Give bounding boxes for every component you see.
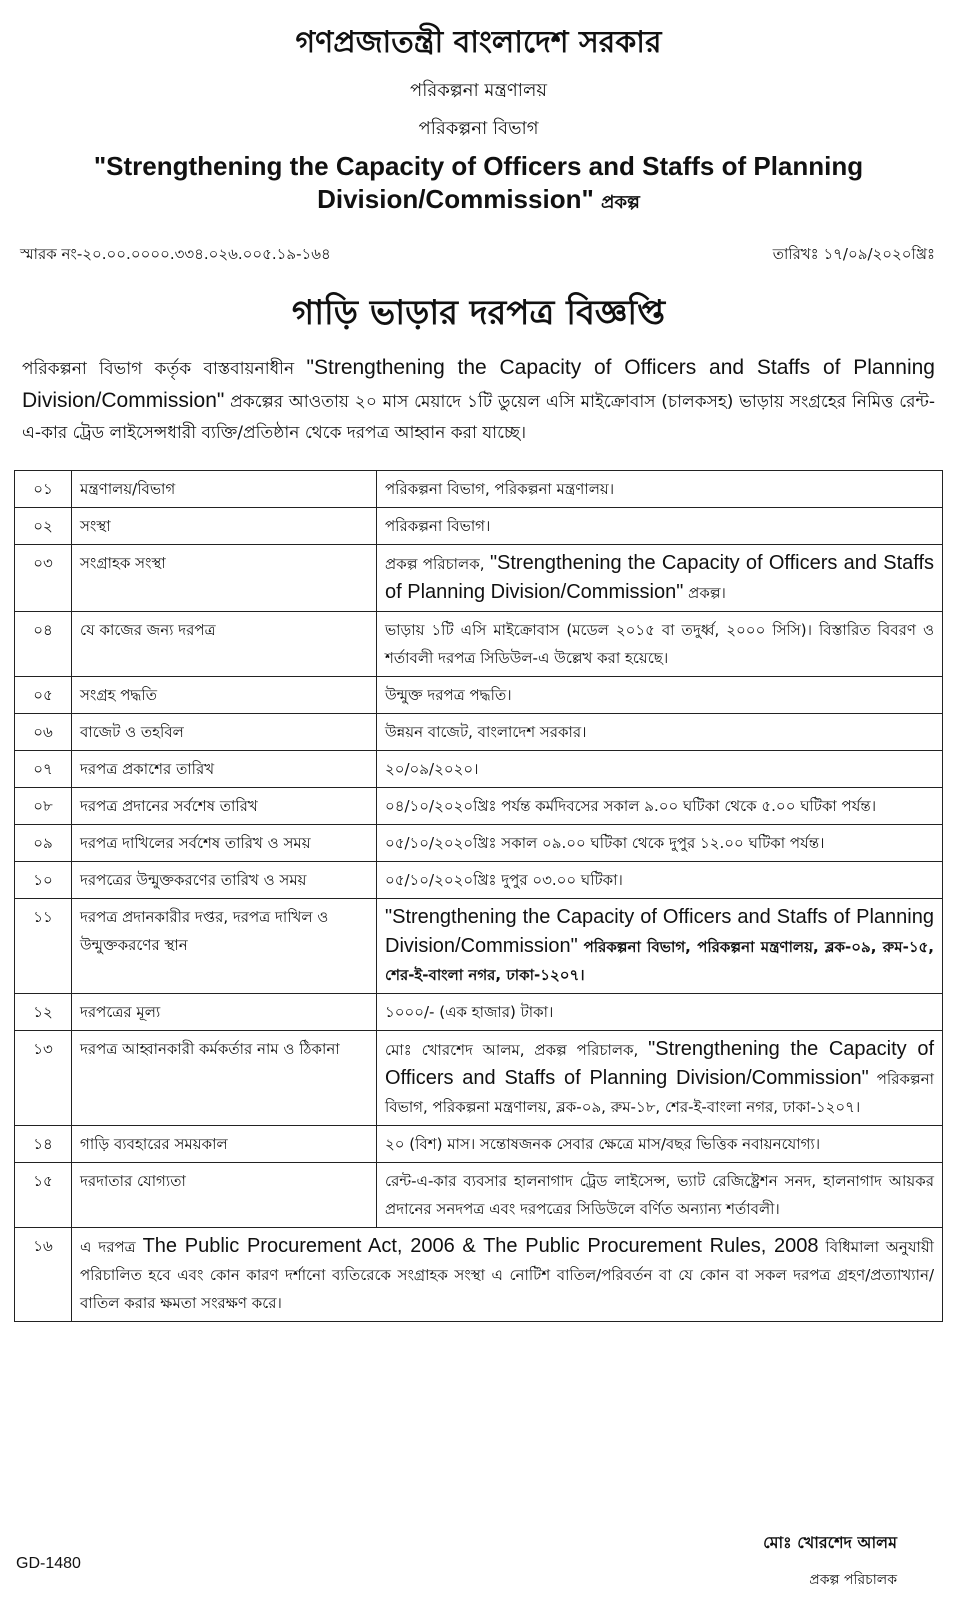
row-number: ০৬ (15, 714, 72, 751)
row-value: পরিকল্পনা বিভাগ। (377, 508, 943, 545)
row-number: ১০ (15, 862, 72, 899)
project-title (20, 150, 937, 219)
row-label: মন্ত্রণালয়/বিভাগ (72, 471, 377, 508)
row-value-post: প্রকল্প। (688, 584, 726, 602)
row-value-en: "Strengthening the Capacity of Officers and Staffs of Planning Division/Commission" (385, 906, 934, 957)
table-row (15, 1126, 943, 1163)
row-number: ০৫ (15, 677, 72, 714)
row-value: ০৫/১০/২০২০খ্রিঃ সকাল ০৯.০০ ঘটিকা থেকে দুপুর ১২.০০ ঘটিকা পর্যন্ত। (377, 825, 943, 862)
row-label: দরপত্র প্রকাশের তারিখ (72, 751, 377, 788)
tender-table (14, 470, 943, 1322)
row-value: ২০/০৯/২০২০। (377, 751, 943, 788)
row-label: দরপত্রের উন্মুক্তকরণের তারিখ ও সময় (72, 862, 377, 899)
project-title-en: "Strengthening the Capacity of Officers and Staffs of Planning Division/Commission" (93, 151, 864, 214)
row-label: যে কাজের জন্য দরপত্র (72, 612, 377, 677)
row-value: পরিকল্পনা বিভাগ, পরিকল্পনা মন্ত্রণালয়। (377, 471, 943, 508)
table-row (15, 508, 943, 545)
intro-part-1: পরিকল্পনা বিভাগ কর্তৃক বাস্তবায়নাধীন (22, 359, 295, 379)
row-label: দরপত্র প্রদানের সর্বশেষ তারিখ (72, 788, 377, 825)
row-number: ১৬ (15, 1228, 72, 1322)
row-number: ০৩ (15, 545, 72, 612)
row-number: ১৩ (15, 1031, 72, 1126)
division-name: পরিকল্পনা বিভাগ (418, 118, 539, 139)
row-number: ০৯ (15, 825, 72, 862)
table-row (15, 751, 943, 788)
row-value-post: পরিকল্পনা বিভাগ, পরিকল্পনা মন্ত্রণালয়, ব্লক-০৯, রুম-১৮, শের-ই-বাংলা নগর, ঢাকা-১২০৭। (385, 1070, 934, 1116)
row-full-post: বিধিমালা অনুযায়ী পরিচালিত হবে এবং কোন কারণ দর্শানো ব্যতিরেকে সংগ্রাহক সংস্থা এ নোটিশ বাতিল/পরিবর্তন বা যে কোন বা সকল দরপত্র গ্রহণ/প্রত্যাখ্যান/বাতিল করার ক্ষমতা সংরক্ষণ করে। (80, 1238, 934, 1312)
row-full-text (72, 1228, 943, 1322)
table-row (15, 825, 943, 862)
row-label: দরপত্রের মূল্য (72, 994, 377, 1031)
intro-part-3: প্রকল্পের আওতায় ২০ মাস মেয়াদে ১টি ডুয়েল এসি মাইক্রোবাস (চালকসহ) ভাড়ায় সংগ্রহের নিমিত্ত রেন্ট-এ-কার ট্রেড লাইসেন্সধারী ব্যক্তি/প্রতিষ্ঠান থেকে দরপত্র আহ্বান করা যাচ্ছে। (22, 392, 935, 443)
row-number: ০৮ (15, 788, 72, 825)
row-value: ১০০০/- (এক হাজার) টাকা। (377, 994, 943, 1031)
notice-title: গাড়ি ভাড়ার দরপত্র বিজ্ঞপ্তি (291, 293, 666, 333)
table-row (15, 612, 943, 677)
signatory-title: প্রকল্প পরিচালক (809, 1572, 897, 1588)
row-label: দরদাতার যোগ্যতা (72, 1163, 377, 1228)
table-row (15, 899, 943, 994)
project-title-suffix: প্রকল্প (601, 192, 640, 213)
government-title: গণপ্রজাতন্ত্রী বাংলাদেশ সরকার (295, 25, 662, 60)
row-label: গাড়ি ব্যবহারের সময়কাল (72, 1126, 377, 1163)
row-value (377, 1031, 943, 1126)
row-value: উন্নয়ন বাজেট, বাংলাদেশ সরকার। (377, 714, 943, 751)
reference-code: GD-1480 (16, 1555, 81, 1572)
row-full-en: The Public Procurement Act, 2006 & The Public Procurement Rules, 2008 (142, 1235, 819, 1257)
memo-number: স্মারক নং-২০.০০.০০০০.৩৩৪.০২৬.০০৫.১৯-১৬৪ (20, 245, 331, 263)
notice-date: তারিখঃ ১৭/০৯/২০২০খ্রিঃ (772, 245, 935, 263)
row-value: উন্মুক্ত দরপত্র পদ্ধতি। (377, 677, 943, 714)
row-number: ১৪ (15, 1126, 72, 1163)
row-number: ১২ (15, 994, 72, 1031)
row-full-pre: এ দরপত্র (80, 1238, 136, 1256)
intro-project-en: "Strengthening the Capacity of Officers and Staffs of Planning Division/Commission" (22, 356, 935, 412)
row-number: ০৪ (15, 612, 72, 677)
row-label: দরপত্র দাখিলের সর্বশেষ তারিখ ও সময় (72, 825, 377, 862)
table-row (15, 1163, 943, 1228)
table-row (15, 788, 943, 825)
row-label: বাজেট ও তহবিল (72, 714, 377, 751)
row-label: দরপত্র আহ্বানকারী কর্মকর্তার নাম ও ঠিকানা (72, 1031, 377, 1126)
signatory-name: মোঃ খোরশেদ আলম (763, 1533, 897, 1552)
row-number: ১১ (15, 899, 72, 994)
row-label: দরপত্র প্রদানকারীর দপ্তর, দরপত্র দাখিল ও উন্মুক্তকরণের স্থান (72, 899, 377, 994)
ministry-name: পরিকল্পনা মন্ত্রণালয় (409, 80, 547, 101)
row-number: ১৫ (15, 1163, 72, 1228)
row-value: রেন্ট-এ-কার ব্যবসার হালনাগাদ ট্রেড লাইসেন্স, ভ্যাট রেজিষ্ট্রেশন সনদ, হালনাগাদ আয়কর প্রদানের সনদপত্র এবং দরপত্রের সিডিউলে বর্ণিত অন্যান্য শর্তাবলী। (377, 1163, 943, 1228)
table-row (15, 1031, 943, 1126)
row-value-pre: মোঃ খোরশেদ আলম, প্রকল্প পরিচালক, (385, 1041, 639, 1059)
row-label: সংস্থা (72, 508, 377, 545)
row-number: ০২ (15, 508, 72, 545)
table-row (15, 545, 943, 612)
table-row (15, 862, 943, 899)
row-value-pre: প্রকল্প পরিচালক, (385, 555, 485, 573)
row-value-en: "Strengthening the Capacity of Officers and Staffs of Planning Division/Commission" (385, 552, 935, 603)
row-value-en: "Strengthening the Capacity of Officers and Staffs of Planning Division/Commission" (385, 1038, 934, 1089)
table-row (15, 1228, 943, 1322)
row-number: ০১ (15, 471, 72, 508)
table-row (15, 714, 943, 751)
intro-paragraph (22, 352, 935, 449)
row-label: সংগ্রহ পদ্ধতি (72, 677, 377, 714)
row-value: ০৫/১০/২০২০খ্রিঃ দুপুর ০৩.০০ ঘটিকা। (377, 862, 943, 899)
row-value (377, 899, 943, 994)
row-value: ০৪/১০/২০২০খ্রিঃ পর্যন্ত কর্মদিবসের সকাল ৯.০০ ঘটিকা থেকে ৫.০০ ঘটিকা পর্যন্ত। (377, 788, 943, 825)
row-value-post: পরিকল্পনা বিভাগ, পরিকল্পনা মন্ত্রণালয়, ব্লক-০৯, রুম-১৫, শের-ই-বাংলা নগর, ঢাকা-১২০৭। (385, 938, 934, 984)
row-number: ০৭ (15, 751, 72, 788)
row-value (377, 545, 943, 612)
table-row (15, 677, 943, 714)
row-value: ২০ (বিশ) মাস। সন্তোষজনক সেবার ক্ষেত্রে মাস/বছর ভিত্তিক নবায়নযোগ্য। (377, 1126, 943, 1163)
table-row (15, 471, 943, 508)
row-value: ভাড়ায় ১টি এসি মাইক্রোবাস (মডেল ২০১৫ বা তদুর্ধ্ব, ২০০০ সিসি)। বিস্তারিত বিবরণ ও শর্তাবলী দরপত্র সিডিউল-এ উল্লেখ করা হয়েছে। (377, 612, 943, 677)
row-label: সংগ্রাহক সংস্থা (72, 545, 377, 612)
table-row (15, 994, 943, 1031)
